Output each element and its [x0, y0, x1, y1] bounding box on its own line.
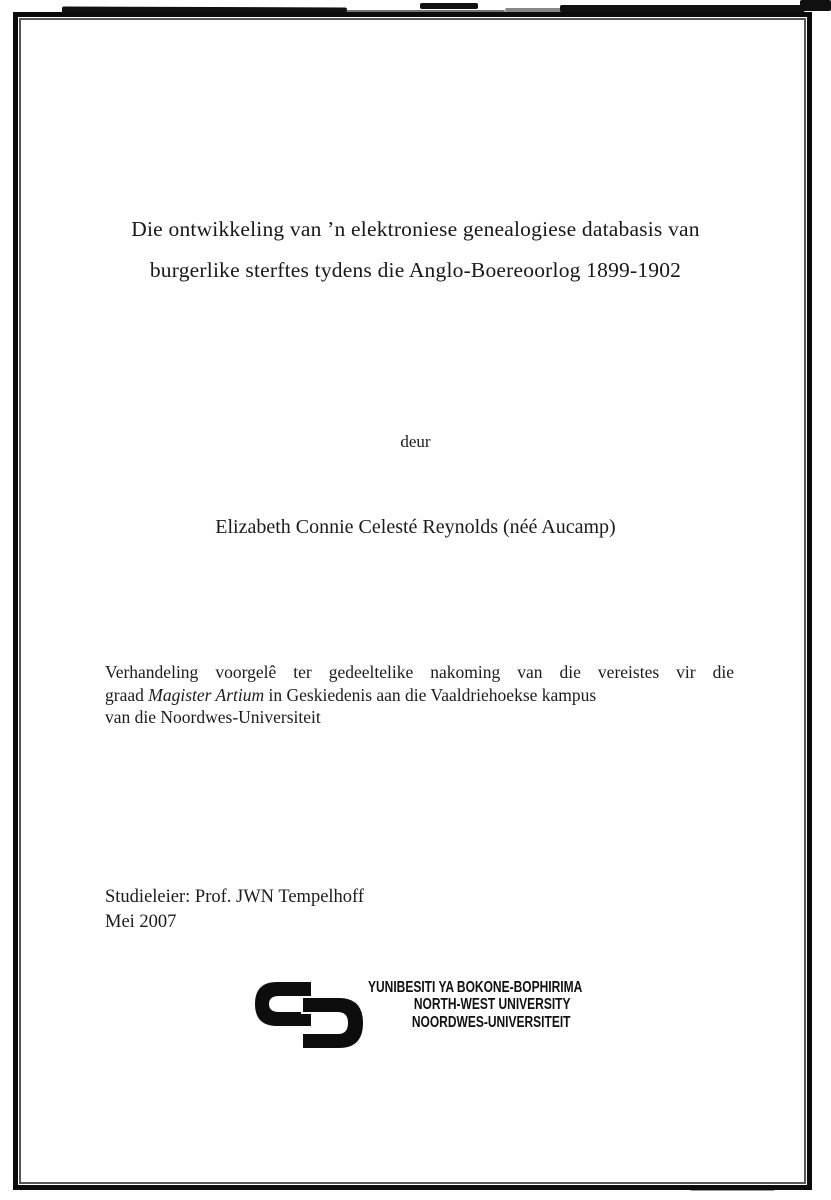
- scan-artifact: [800, 0, 831, 11]
- submission-statement: [105, 661, 734, 729]
- scan-artifact: [560, 5, 805, 12]
- degree-name-italic: Magister Artium: [148, 684, 265, 705]
- chain-links-logo-icon: [253, 978, 365, 1050]
- author-name: Elizabeth Connie Celesté Reynolds (néé Aucamp): [215, 516, 616, 538]
- statement-line2-prefix: graad: [105, 684, 149, 705]
- thesis-title: [60, 209, 771, 291]
- nwu-logo: [253, 976, 583, 1050]
- date-line: Mei 2007: [105, 912, 177, 932]
- scan-artifact: [420, 3, 478, 9]
- nwu-logo-text: [368, 979, 583, 1031]
- supervisor-block: [105, 885, 364, 935]
- statement-line2: [105, 684, 734, 707]
- statement-line3: van die Noordwes-Universiteit: [105, 707, 321, 728]
- thesis-title-line2: burgerlike sterftes tydens die Anglo-Boereoorlog 1899-1902: [149, 258, 682, 282]
- byline-deur: deur: [400, 432, 431, 451]
- thesis-title-line1: Die ontwikkeling van ’n elektroniese genealogiese databasis van: [131, 217, 700, 241]
- statement-line2-suffix: in Geskiedenis aan die Vaaldriehoekse kampus: [264, 684, 597, 705]
- logo-text-english: NORTH-WEST UNIVERSITY: [413, 996, 571, 1014]
- supervisor-line: Studieleier: Prof. JWN Tempelhoff: [105, 887, 365, 907]
- statement-line1: Verhandeling voorgelê ter gedeeltelike nakoming van die vereistes vir die: [105, 662, 734, 682]
- logo-text-afrikaans: NOORDWES-UNIVERSITEIT: [411, 1013, 571, 1031]
- logo-text-setswana: YUNIBESITI YA BOKONE-BOPHIRIMA: [368, 979, 583, 996]
